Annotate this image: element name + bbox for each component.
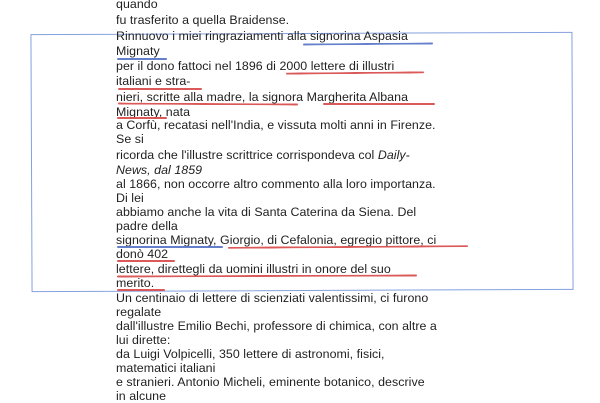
- text-line: Se si: [116, 132, 144, 146]
- text-line: matematici italiani: [116, 361, 216, 375]
- text-line: Rinnuovo i miei ringraziamenti alla signorina Aspasia: [116, 29, 408, 43]
- red-underline-mark: [118, 88, 202, 90]
- text-line: Un centinaio di lettere di scienziati valentissimi, ci furono: [116, 291, 429, 305]
- text-line: al 1866, non occorre altro commento alla loro importanza.: [116, 177, 436, 191]
- text-line: in alcune: [116, 389, 167, 403]
- text-line: regalate: [116, 305, 162, 319]
- text-line: da Luigi Volpicelli, 350 lettere di astronomi, fisici,: [116, 347, 385, 361]
- text-line: abbiamo anche la vita di Santa Caterina da Siena. Del: [116, 205, 417, 219]
- text-line: quando: [116, 0, 158, 11]
- text-line: lettere, direttegli da uomini illustri in onore del suo: [116, 262, 391, 276]
- text-line: donò 402: [116, 247, 169, 261]
- text-line: fu trasferito a quella Braidense.: [116, 13, 290, 27]
- red-underline-mark: [117, 289, 165, 291]
- blue-underline-mark: [117, 58, 167, 60]
- red-underline-mark: [117, 117, 167, 119]
- red-underline-mark: [323, 103, 435, 105]
- text-line: [116, 148, 410, 162]
- text-line: padre della: [116, 219, 178, 233]
- text-line: italiani e stra-: [116, 74, 191, 88]
- italic-newspaper-name-end: News, dal 1859: [116, 163, 203, 177]
- text-line: Di lei: [116, 191, 144, 205]
- blue-underline-mark: [117, 246, 223, 248]
- text-line: Mignaty: [116, 44, 160, 58]
- red-underline-mark: [117, 260, 175, 262]
- text-line: Mignaty, nata: [116, 105, 191, 119]
- text-line: nieri, scritte alla madre, la signora Margherita Albana: [116, 90, 409, 104]
- text-line: per il dono fattoci nel 1896 di 2000 lettere di illustri: [116, 59, 395, 73]
- italic-newspaper-name: Daily-: [377, 148, 410, 162]
- text-line: signorina Mignaty, Giorgio, di Cefalonia, egregio pittore, ci: [116, 233, 437, 247]
- text-line: a Corfù, recatasi nell'India, e vissuta molti anni in Firenze.: [116, 118, 436, 132]
- text-line: merito.: [116, 276, 155, 290]
- text-segment: ricorda che l'illustre scrittrice corrispondeva col: [116, 148, 375, 162]
- text-line: dall'illustre Emilio Bechi, professore di chimica, con altre a: [116, 319, 437, 333]
- text-line: lui dirette:: [116, 333, 171, 347]
- text-line: [116, 163, 202, 177]
- text-line: e stranieri. Antonio Micheli, eminente botanico, descrive: [116, 375, 425, 389]
